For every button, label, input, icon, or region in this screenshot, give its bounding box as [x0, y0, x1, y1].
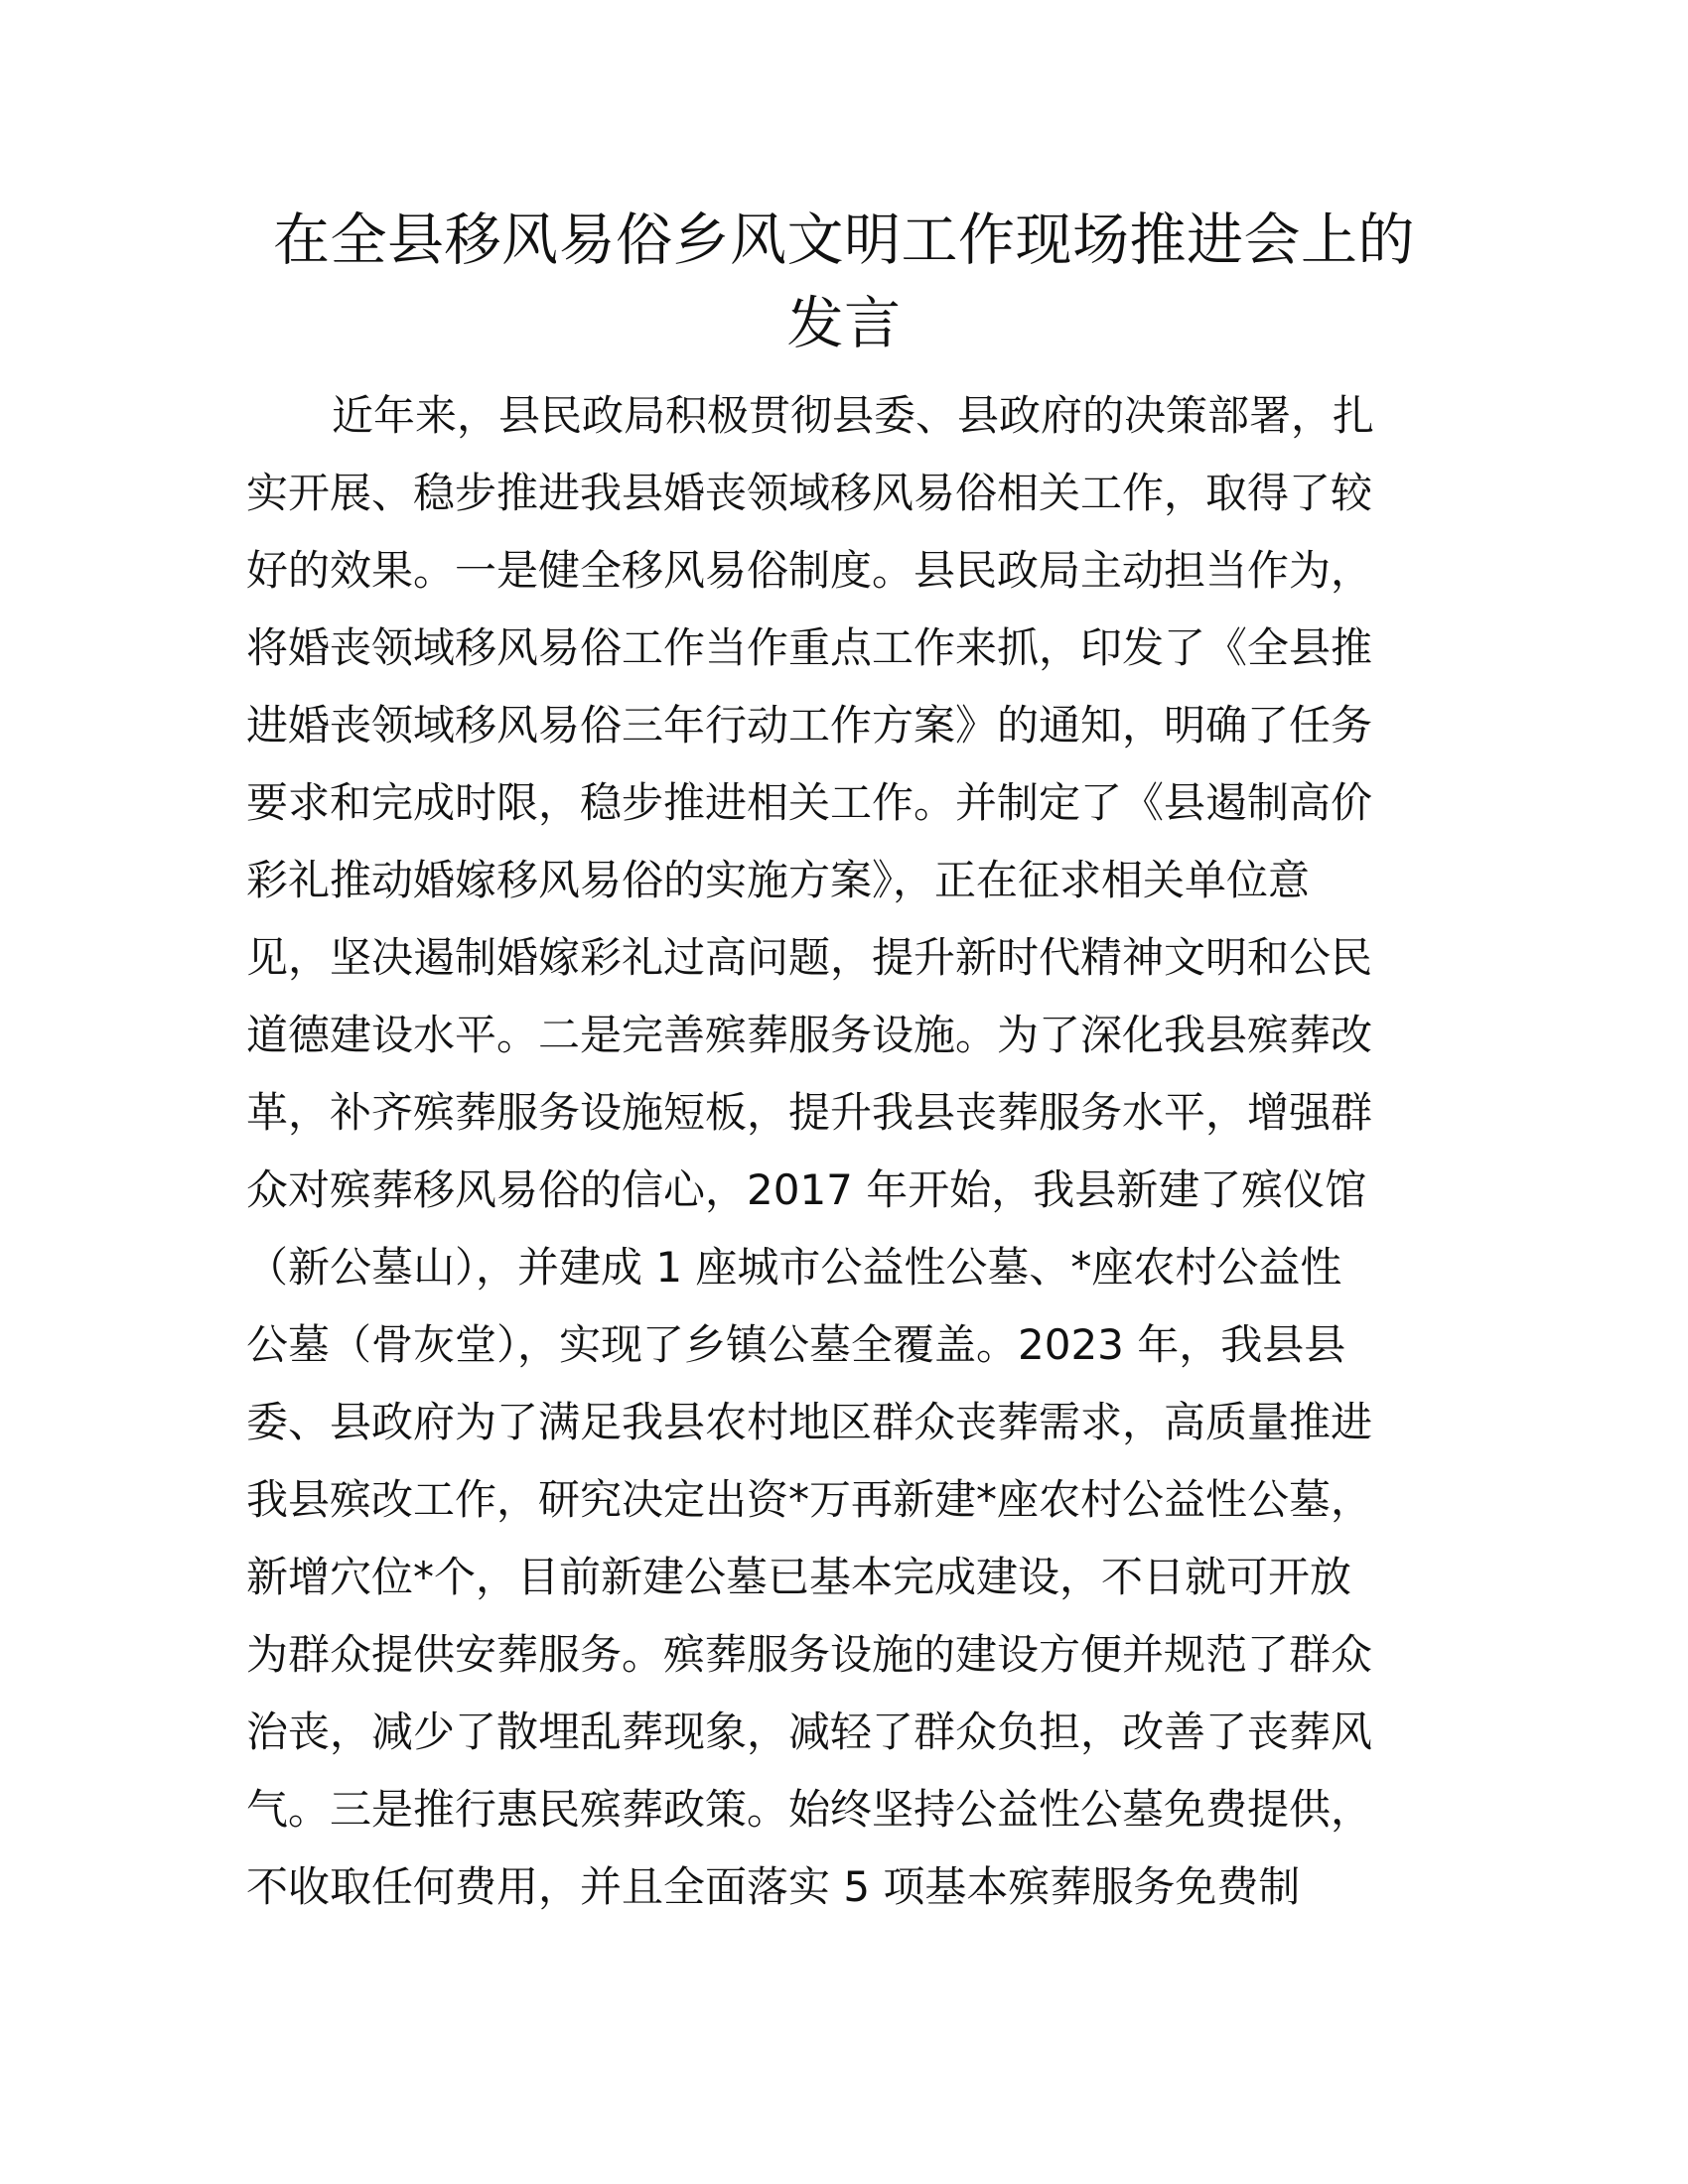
body-line: 治丧，减少了散埋乱葬现象，减轻了群众负担，改善了丧葬风 [246, 1707, 1373, 1756]
body-line: 近年来，县民政局积极贯彻县委、县政府的决策部署，扎 [332, 391, 1375, 440]
body-line: 不收取任何费用，并且全面落实 5 项基本殡葬服务免费制 [246, 1862, 1301, 1911]
body-line: 委、县政府为了满足我县农村地区群众丧葬需求，高质量推进 [246, 1398, 1373, 1446]
title-line: 发言 [786, 291, 902, 356]
title-line: 在全县移风易俗乡风文明工作现场推进会上的 [273, 207, 1415, 273]
body-line: 公墓（骨灰堂），实现了乡镇公墓全覆盖。2023 年，我县县 [246, 1320, 1346, 1369]
body-line: 道德建设水平。二是完善殡葬服务设施。为了深化我县殡葬改 [246, 1011, 1373, 1059]
body-line: 彩礼推动婚嫁移风易俗的实施方案》，正在征求相关单位意 [246, 856, 1311, 904]
body-line: 好的效果。一是健全移风易俗制度。县民政局主动担当作为， [246, 546, 1373, 595]
body-line: 新增穴位*个，目前新建公墓已基本完成建设，不日就可开放 [246, 1553, 1352, 1601]
body-line: 进婚丧领域移风易俗三年行动工作方案》的通知，明确了任务 [246, 701, 1373, 750]
document-title [238, 199, 1450, 365]
body-line: 众对殡葬移风易俗的信心，2017 年开始，我县新建了殡仪馆 [246, 1165, 1367, 1214]
body-line: 将婚丧领域移风易俗工作当作重点工作来抓，印发了《全县推 [246, 623, 1373, 672]
body-line: 要求和完成时限，稳步推进相关工作。并制定了《县遏制高价 [246, 778, 1373, 827]
body-line: 我县殡改工作，研究决定出资*万再新建*座农村公益性公墓， [246, 1475, 1373, 1524]
document-body [246, 377, 1458, 1926]
body-line: 革，补齐殡葬服务设施短板，提升我县丧葬服务水平，增强群 [246, 1088, 1373, 1137]
body-line: 为群众提供安葬服务。殡葬服务设施的建设方便并规范了群众 [246, 1630, 1373, 1679]
body-line: 见，坚决遏制婚嫁彩礼过高问题，提升新时代精神文明和公民 [246, 933, 1373, 982]
body-line: 实开展、稳步推进我县婚丧领域移风易俗相关工作，取得了较 [246, 469, 1373, 517]
body-line: （新公墓山），并建成 1 座城市公益性公墓、*座农村公益性 [246, 1243, 1342, 1292]
body-line: 气。三是推行惠民殡葬政策。始终坚持公益性公墓免费提供， [246, 1785, 1373, 1834]
